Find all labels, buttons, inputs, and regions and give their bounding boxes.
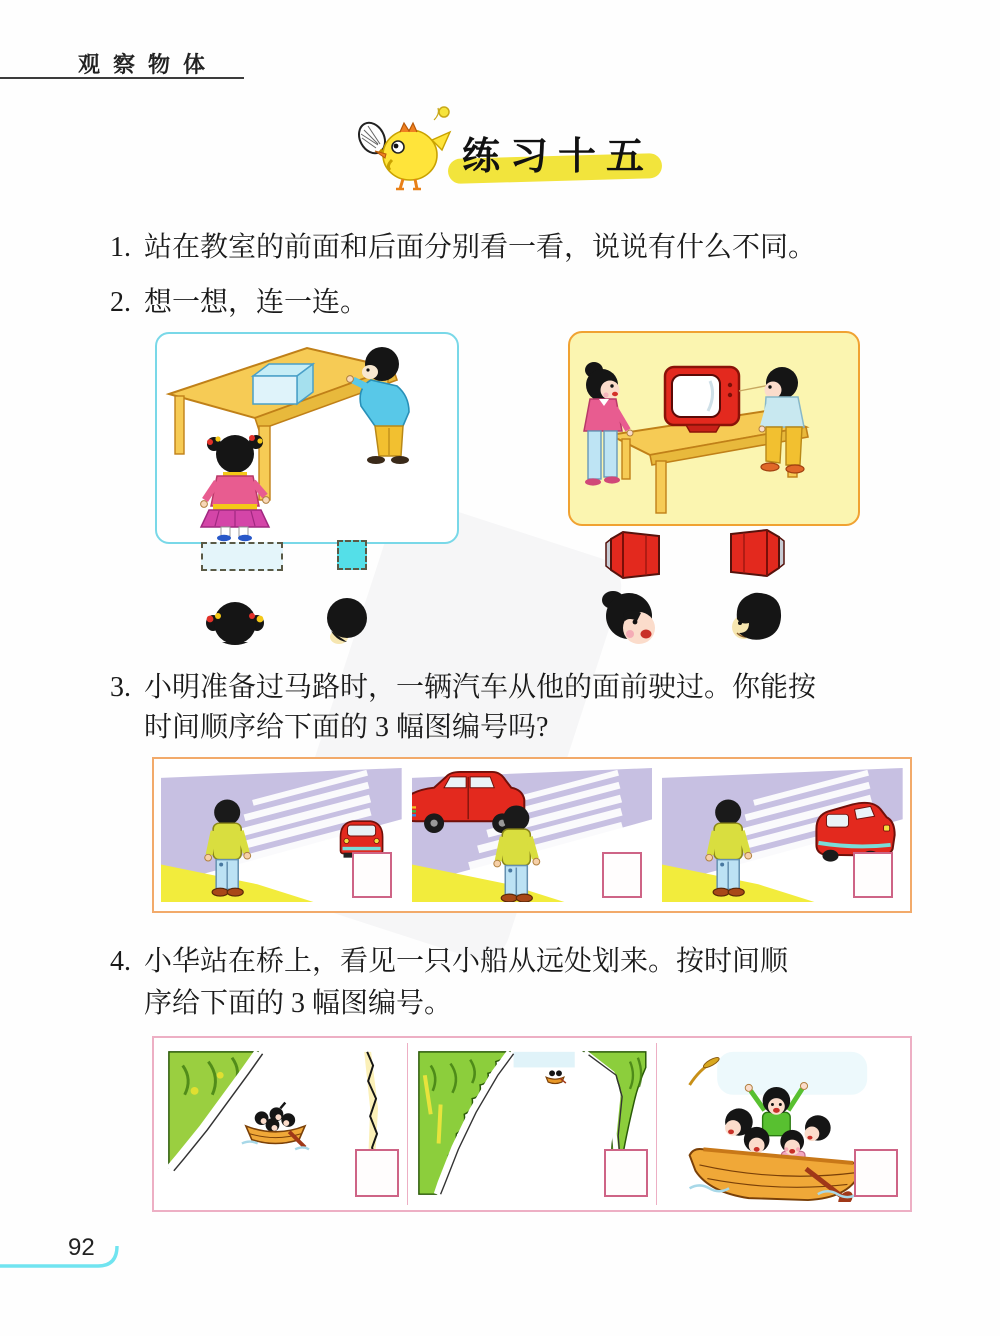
exercise-title: 练习十五: [462, 136, 655, 178]
q4-panel-3: [657, 1043, 906, 1205]
question-4-line1: [110, 942, 788, 982]
girl-head-front-view[interactable]: [597, 589, 667, 653]
box-front-view-rectangle[interactable]: [201, 542, 283, 571]
answer-box[interactable]: [352, 852, 392, 898]
q2-left-scene: [155, 332, 459, 544]
tv-left-side-view[interactable]: [602, 530, 664, 580]
q4-text-line2: 序给下面的 3 幅图编号。: [144, 988, 453, 1019]
q1-text: 站在教室的前面和后面分别看一看，说说有什么不同。: [144, 232, 817, 263]
q3-text-line1: 小明准备过马路时，一辆汽车从他的面前驶过。你能按: [144, 672, 817, 703]
question-2: [110, 283, 368, 323]
small-boat-with-children: [242, 1103, 309, 1150]
q4-number: 4.: [110, 946, 131, 977]
scene-box-on-table: [157, 334, 457, 542]
answer-box[interactable]: [853, 852, 893, 898]
boy-head-side-icon: [321, 593, 371, 648]
answer-box[interactable]: [604, 1149, 648, 1197]
tiny-boat-far: [546, 1070, 566, 1083]
blue-box: [253, 364, 313, 404]
q3-panel-1: [161, 768, 402, 902]
q4-panel-1: [158, 1043, 408, 1205]
answer-box[interactable]: [602, 852, 642, 898]
q1-number: 1.: [110, 232, 131, 263]
q4-picture-strip: [152, 1036, 912, 1212]
q3-panel-3: [662, 768, 903, 902]
q3-number: 3.: [110, 672, 131, 703]
tv-left-view-icon: [602, 530, 664, 580]
q4-panel-2: [408, 1043, 658, 1205]
q2-text: 想一想，连一连。: [144, 287, 369, 318]
boy-head-profile-view[interactable]: [727, 587, 785, 649]
boy-head-side-view[interactable]: [321, 593, 371, 648]
girl-head-front-icon: [597, 589, 667, 653]
question-1: [110, 228, 816, 268]
q3-panel-2: [412, 768, 653, 902]
q3-picture-strip: [152, 757, 912, 913]
q4-text-line1: 小华站在桥上，看见一只小船从远处划来。按时间顺: [144, 946, 789, 977]
chapter-underline: [0, 77, 244, 79]
box-side-view-square[interactable]: [337, 540, 367, 570]
boy-head-profile-icon: [727, 587, 785, 649]
girl-head-back-view[interactable]: [204, 596, 266, 650]
page-number: 92: [68, 1234, 95, 1261]
scene-tv-on-table: [570, 333, 858, 524]
question-3-line1: [110, 668, 816, 708]
answer-box[interactable]: [355, 1149, 399, 1197]
tv-right-side-view[interactable]: [728, 528, 788, 578]
q3-text-line2: 时间顺序给下面的 3 幅图编号吗?: [144, 712, 549, 743]
chapter-title: 观察物体: [78, 52, 219, 77]
q2-right-scene: [568, 331, 860, 526]
question-4-line2: [144, 984, 452, 1024]
boy-figure: [759, 367, 804, 473]
question-3-line2: [144, 708, 548, 748]
tv-right-view-icon: [728, 528, 788, 578]
girl-head-back-icon: [204, 596, 266, 650]
q2-number: 2.: [110, 287, 131, 318]
answer-box[interactable]: [854, 1149, 898, 1197]
